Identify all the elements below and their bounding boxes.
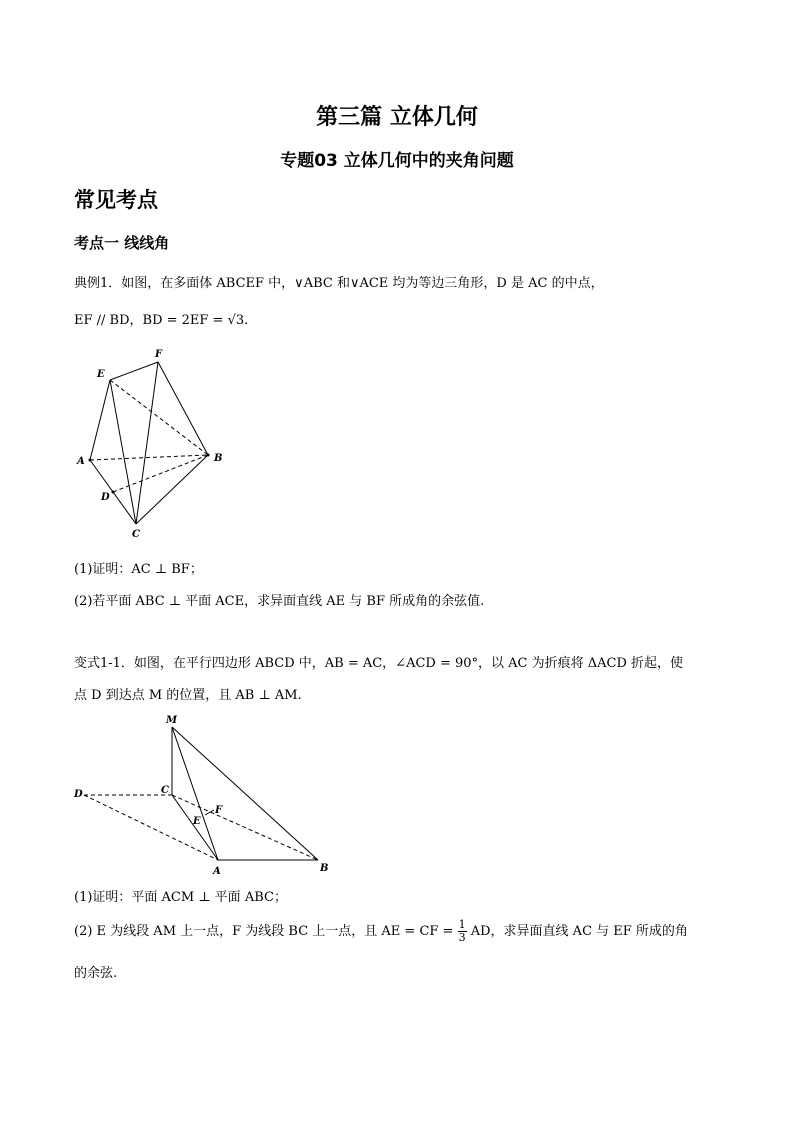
variant1-question2: [74, 919, 688, 944]
fig1-label-D: D: [101, 492, 110, 503]
example1-text-line2: EF // BD，BD = 2EF = √3.: [74, 313, 249, 328]
variant1-text-line2: 点 D 到达点 M 的位置，且 AB ⊥ AM.: [74, 688, 302, 703]
fig2-label-E: E: [193, 816, 201, 827]
fig2-label-A: A: [213, 866, 221, 877]
fig1-label-F: F: [155, 349, 163, 360]
variant1-question2-line2: 的余弦.: [74, 966, 118, 981]
fig2-label-B: B: [320, 863, 329, 874]
variant1-question2-prefix: (2) E 为线段 AM 上一点，F 为线段 BC 上一点，且 AE = CF =: [74, 924, 458, 939]
example1-question2: (2)若平面 ABC ⊥ 平面 ACE，求异面直线 AE 与 BF 所成角的余弦值.: [74, 594, 485, 609]
fraction-one-third: [458, 919, 467, 944]
page-subtitle: 专题03 立体几何中的夹角问题: [280, 151, 514, 171]
page-title: 第三篇 立体几何: [316, 105, 478, 130]
fig1-label-B: B: [214, 453, 223, 464]
fraction-numerator: 1: [458, 918, 466, 931]
fig2-label-C: C: [161, 785, 169, 796]
fig2-label-M: M: [166, 715, 178, 726]
fraction-denominator: 3: [458, 931, 466, 944]
fig1-label-C: C: [132, 529, 140, 540]
section-heading: 常见考点: [74, 188, 158, 212]
fig1-label-E: E: [97, 369, 105, 380]
example1-text-line1: 典例1．如图，在多面体 ABCEF 中，∨ABC 和∨ACE 均为等边三角形，D 是 AC 的中点，: [74, 276, 604, 291]
variant1-question2-suffix: AD，求异面直线 AC 与 EF 所成的角: [470, 924, 688, 939]
fig1-label-A: A: [77, 456, 85, 467]
variant1-text-line1: 变式1-1．如图，在平行四边形 ABCD 中，AB = AC，∠ACD = 90°，以 AC 为折痕将 ΔACD 折起，使: [74, 656, 684, 671]
variant1-question1: (1)证明：平面 ACM ⊥ 平面 ABC；: [74, 890, 287, 905]
subsection-heading: 考点一 线线角: [74, 234, 170, 252]
example1-question1: (1)证明：AC ⊥ BF；: [74, 562, 203, 577]
fig2-label-F: F: [215, 805, 223, 816]
fig2-label-D: D: [74, 789, 83, 800]
